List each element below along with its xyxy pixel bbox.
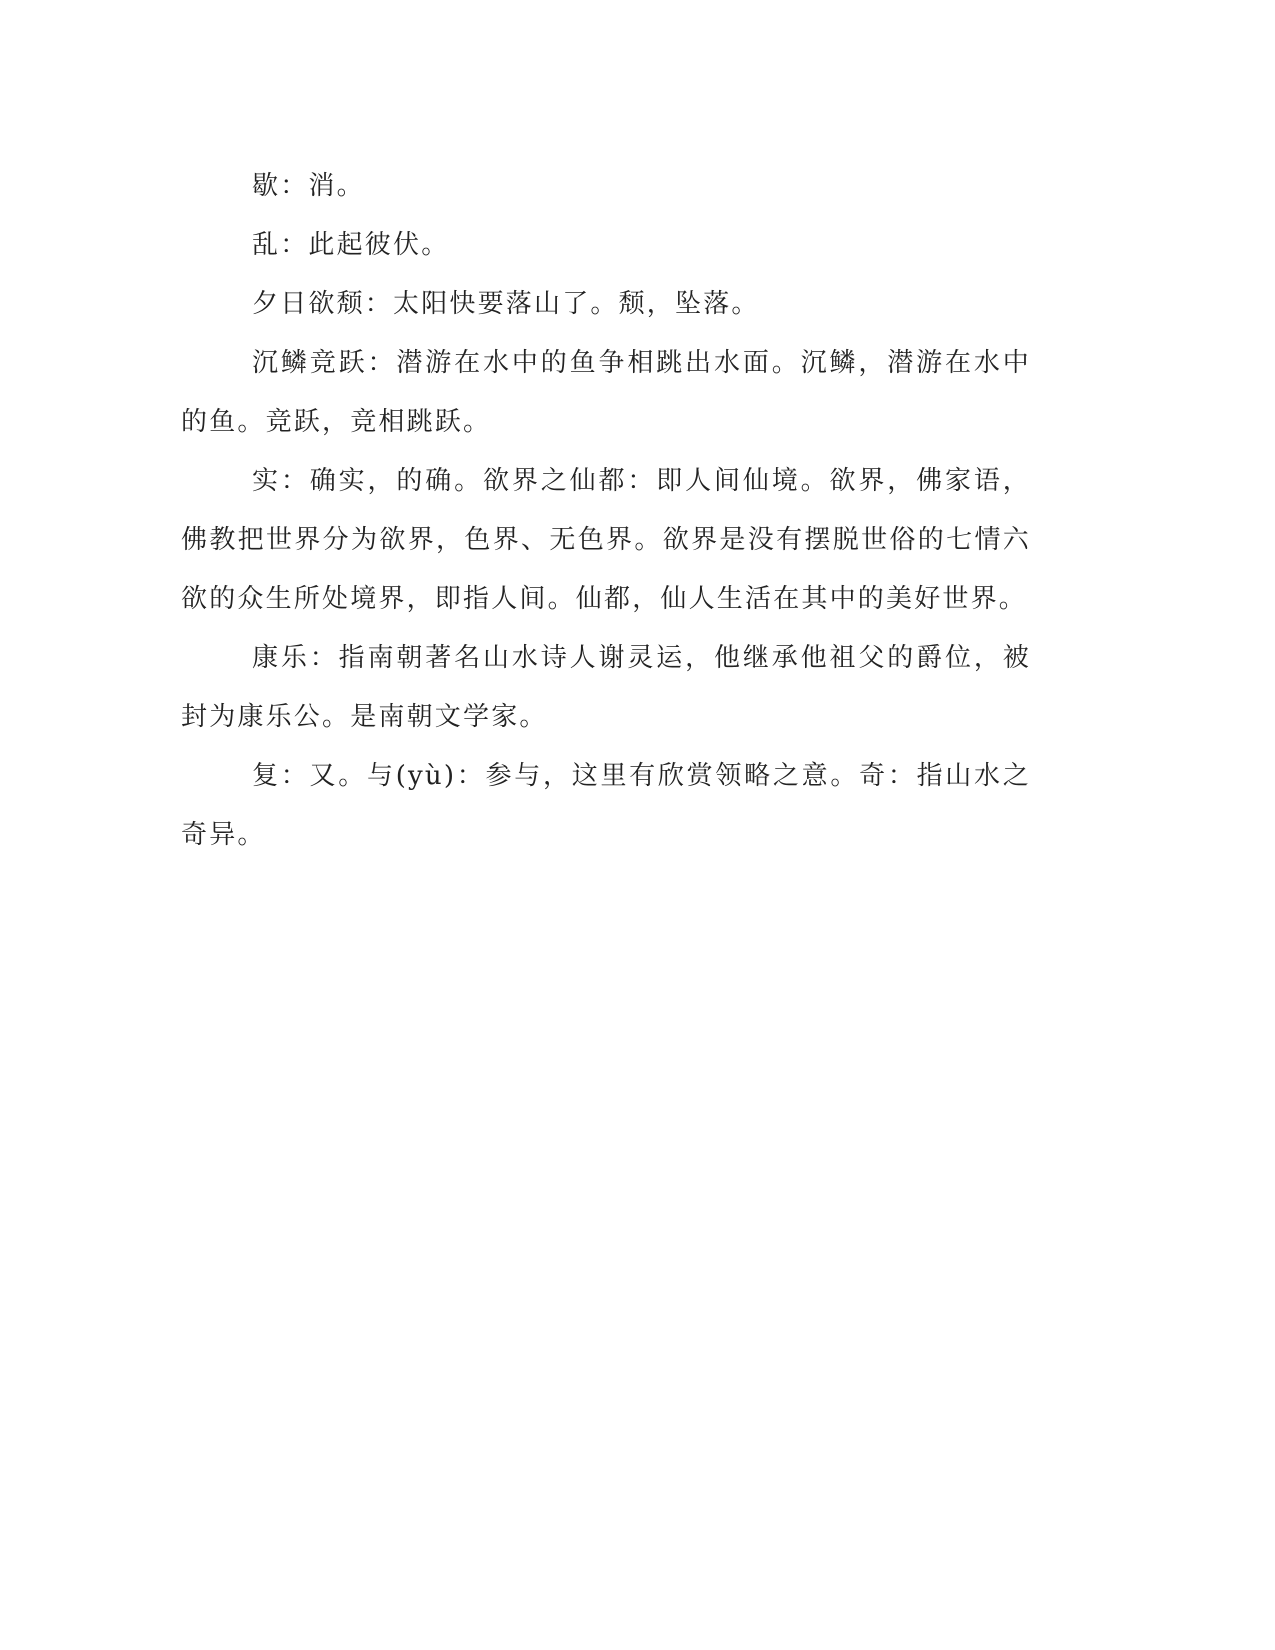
paragraph-kangle: 康乐：指南朝著名山水诗人谢灵运，他继承他祖父的爵位，被封为康乐公。是南朝文学家。: [181, 643, 1031, 732]
document-body: [181, 157, 1031, 865]
paragraph-chenlin: 沉鳞竞跃：潜游在水中的鱼争相跳出水面。沉鳞，潜游在水中的鱼。竞跃，竞相跳跃。: [181, 348, 1031, 437]
paragraph-xiri: 夕日欲颓：太阳快要落山了。颓，坠落。: [252, 289, 760, 319]
paragraph-shi: 实：确实，的确。欲界之仙都：即人间仙境。欲界，佛家语，佛教把世界分为欲界，色界、无色界。欲界是没有摆脱世俗的七情六欲的众生所处境界，即指人间。仙都，仙人生活在其中的美好世界。: [181, 466, 1031, 614]
paragraph-fu: 复：又。与(yù)：参与，这里有欣赏领略之意。奇：指山水之奇异。: [181, 761, 1031, 850]
paragraph-xie: 歇：消。: [252, 171, 365, 201]
paragraph-luan: 乱：此起彼伏。: [252, 230, 450, 260]
